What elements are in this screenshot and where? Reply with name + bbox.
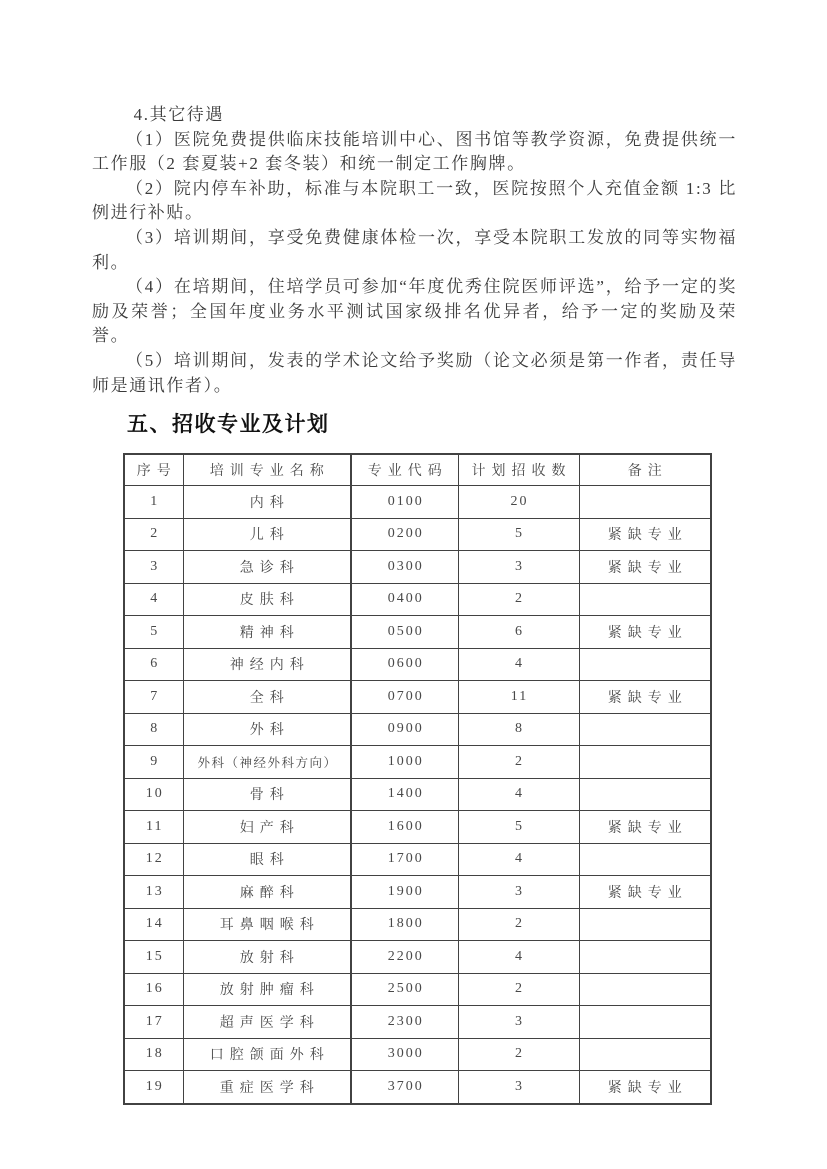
table-cell <box>579 583 711 616</box>
table-cell: 2500 <box>351 973 458 1006</box>
table-cell: 儿科 <box>183 518 351 551</box>
table-cell: 10 <box>124 778 183 811</box>
table-body <box>124 486 711 1104</box>
table-cell: 放射科 <box>183 941 351 974</box>
header-cell: 备注 <box>579 454 711 486</box>
table-cell: 3 <box>124 551 183 584</box>
table-cell: 0500 <box>351 616 458 649</box>
table-cell: 3000 <box>351 1038 458 1071</box>
recruitment-plan-table-wrap <box>123 453 712 1105</box>
table-cell: 1 <box>124 486 183 519</box>
table-cell: 妇产科 <box>183 811 351 844</box>
table-row <box>124 876 711 909</box>
table-cell: 2 <box>124 518 183 551</box>
paragraph-4: （4）在培期间，住培学员可参加“年度优秀住院医师评选”，给予一定的奖励及荣誉；全国年度业务水平测试国家级排名优异者，给予一定的奖励及荣誉。 <box>92 277 737 346</box>
table-cell <box>579 746 711 779</box>
table-cell: 1000 <box>351 746 458 779</box>
table-cell: 3 <box>458 876 579 909</box>
table-cell: 2 <box>458 746 579 779</box>
table-cell: 急诊科 <box>183 551 351 584</box>
table-cell: 4 <box>124 583 183 616</box>
table-row <box>124 941 711 974</box>
table-cell: 17 <box>124 1006 183 1039</box>
table-cell <box>579 941 711 974</box>
table-cell: 麻醉科 <box>183 876 351 909</box>
table-cell: 外科 <box>183 713 351 746</box>
table-row <box>124 551 711 584</box>
table-cell <box>579 973 711 1006</box>
table-cell: 5 <box>458 811 579 844</box>
table-cell: 1700 <box>351 843 458 876</box>
list-title: 4.其它待遇 <box>133 105 224 124</box>
table-cell: 内科 <box>183 486 351 519</box>
table-cell: 2 <box>458 583 579 616</box>
table-row <box>124 486 711 519</box>
table-cell: 紧缺专业 <box>579 811 711 844</box>
table-cell: 1600 <box>351 811 458 844</box>
table-cell: 口腔颌面外科 <box>183 1038 351 1071</box>
table-cell: 18 <box>124 1038 183 1071</box>
table-cell: 4 <box>458 941 579 974</box>
table-cell <box>579 908 711 941</box>
table-cell <box>579 1006 711 1039</box>
table-cell: 13 <box>124 876 183 909</box>
table-row <box>124 908 711 941</box>
table-row <box>124 778 711 811</box>
table-cell: 1800 <box>351 908 458 941</box>
table-cell: 11 <box>124 811 183 844</box>
table-cell: 0100 <box>351 486 458 519</box>
section-heading: 五、招收专业及计划 <box>127 413 330 436</box>
header-cell: 序号 <box>124 454 183 486</box>
table-cell: 紧缺专业 <box>579 1071 711 1104</box>
header-cell: 专业代码 <box>351 454 458 486</box>
table-row <box>124 1071 711 1104</box>
table-cell: 紧缺专业 <box>579 518 711 551</box>
table-cell: 2300 <box>351 1006 458 1039</box>
table-cell: 5 <box>458 518 579 551</box>
table-cell: 骨科 <box>183 778 351 811</box>
table-cell: 3700 <box>351 1071 458 1104</box>
table-cell: 9 <box>124 746 183 779</box>
table-cell: 0200 <box>351 518 458 551</box>
header-cell: 计划招收数 <box>458 454 579 486</box>
table-cell: 放射肿瘤科 <box>183 973 351 1006</box>
table-cell: 16 <box>124 973 183 1006</box>
table-cell: 紧缺专业 <box>579 681 711 714</box>
paragraph-3: （3）培训期间，享受免费健康体检一次，享受本院职工发放的同等实物福利。 <box>92 227 737 272</box>
table-cell: 紧缺专业 <box>579 551 711 584</box>
table-cell: 7 <box>124 681 183 714</box>
table-cell: 超声医学科 <box>183 1006 351 1039</box>
table-cell: 3 <box>458 1071 579 1104</box>
table-row <box>124 713 711 746</box>
table-cell: 耳鼻咽喉科 <box>183 908 351 941</box>
other-benefits-section <box>92 103 737 398</box>
table-cell: 11 <box>458 681 579 714</box>
table-row <box>124 811 711 844</box>
table-cell: 20 <box>458 486 579 519</box>
table-cell: 6 <box>124 648 183 681</box>
table-cell: 紧缺专业 <box>579 876 711 909</box>
table-cell: 4 <box>458 778 579 811</box>
table-row <box>124 681 711 714</box>
table-cell: 1900 <box>351 876 458 909</box>
table-row <box>124 973 711 1006</box>
table-cell: 3 <box>458 1006 579 1039</box>
table-cell <box>579 486 711 519</box>
table-cell: 精神科 <box>183 616 351 649</box>
table-row <box>124 843 711 876</box>
table-cell: 重症医学科 <box>183 1071 351 1104</box>
table-row <box>124 616 711 649</box>
table-cell: 3 <box>458 551 579 584</box>
table-cell: 2 <box>458 908 579 941</box>
paragraph-2: （2）院内停车补助，标准与本院职工一致，医院按照个人充值金额 1:3 比例进行补贴。 <box>92 178 737 223</box>
table-cell: 紧缺专业 <box>579 616 711 649</box>
header-cell: 培训专业名称 <box>183 454 351 486</box>
table-cell: 2 <box>458 973 579 1006</box>
table-row <box>124 1038 711 1071</box>
table-cell: 8 <box>124 713 183 746</box>
table-cell: 0400 <box>351 583 458 616</box>
table-cell: 全科 <box>183 681 351 714</box>
table-row <box>124 518 711 551</box>
table-row <box>124 648 711 681</box>
table-cell: 6 <box>458 616 579 649</box>
table-header-row <box>124 454 711 486</box>
table-cell <box>579 1038 711 1071</box>
table-cell: 2200 <box>351 941 458 974</box>
table-cell: 14 <box>124 908 183 941</box>
table-cell: 0900 <box>351 713 458 746</box>
table-cell: 0700 <box>351 681 458 714</box>
table-cell: 0600 <box>351 648 458 681</box>
table-cell: 0300 <box>351 551 458 584</box>
table-row <box>124 583 711 616</box>
table-cell: 2 <box>458 1038 579 1071</box>
table-cell: 眼科 <box>183 843 351 876</box>
table-cell: 15 <box>124 941 183 974</box>
recruitment-plan-table <box>123 453 712 1105</box>
table-cell: 神经内科 <box>183 648 351 681</box>
table-row <box>124 1006 711 1039</box>
paragraph-5: （5）培训期间，发表的学术论文给予奖励（论文必须是第一作者，责任导师是通讯作者）。 <box>92 350 737 395</box>
paragraph-1: （1）医院免费提供临床技能培训中心、图书馆等教学资源，免费提供统一工作服（2 套夏装+2 套冬装）和统一制定工作胸牌。 <box>92 129 737 174</box>
table-cell: 12 <box>124 843 183 876</box>
table-cell <box>579 778 711 811</box>
table-cell: 外科（神经外科方向） <box>183 746 351 779</box>
table-cell: 19 <box>124 1071 183 1104</box>
table-cell: 8 <box>458 713 579 746</box>
table-cell: 1400 <box>351 778 458 811</box>
table-cell <box>579 648 711 681</box>
table-row <box>124 746 711 779</box>
table-cell: 皮肤科 <box>183 583 351 616</box>
table-cell: 4 <box>458 843 579 876</box>
table-cell <box>579 843 711 876</box>
table-cell <box>579 713 711 746</box>
table-cell: 5 <box>124 616 183 649</box>
table-cell: 4 <box>458 648 579 681</box>
